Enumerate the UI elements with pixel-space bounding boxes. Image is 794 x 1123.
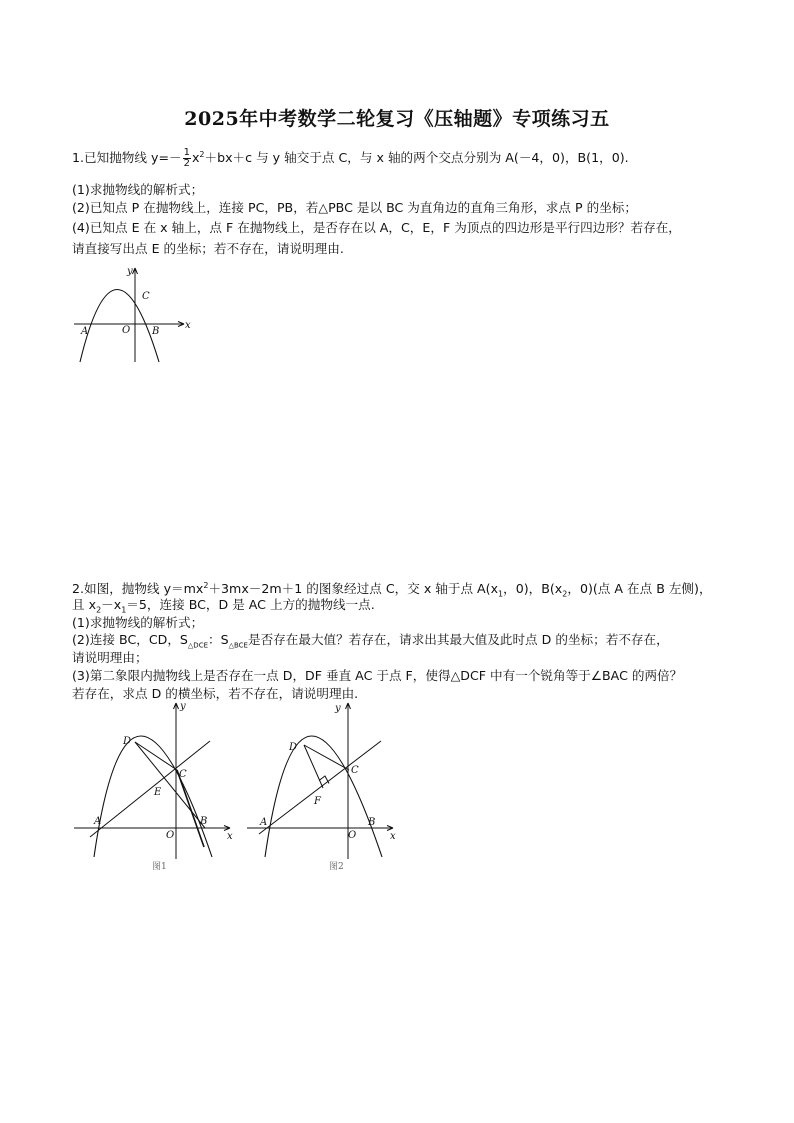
q1-label-a: A [81,326,89,337]
page-title: 2025年中考数学二轮复习《压轴题》专项练习五 [184,108,610,130]
q1-part2: (2)已知点 P 在抛物线上，连接 PC，PB，若△PBC 是以 BC 为直角边的直角三角形，求点 P 的坐标； [72,200,637,215]
q1-label-x: x [185,320,191,331]
q2-line2-c: ＝5，连接 BC，D 是 AC 上方的抛物线一点. [126,597,375,612]
q2-line2-a: 且 x [72,597,97,612]
fig1-label-b: B [200,816,208,827]
q2-part2-a: (2)连接 BC，CD，S [72,632,188,647]
q2-part2-sub2: △BCE [228,641,248,650]
fig2-line-dc [304,745,349,770]
q1-figure [72,262,197,364]
fig1-label-a: A [94,816,102,827]
fig1-line-db [135,742,208,828]
fig2-line-df [304,745,323,788]
q2-stem-b: ＋3mx－2m＋1 的图象经过点 C，交 x 轴于点 A(x [208,581,499,597]
q2-line2-b: －x [101,597,122,612]
q2-stem-c: ，0)，B(x [503,581,563,597]
fig2-label-o: O [348,830,357,841]
q2-part3-line1: (3)第二象限内抛物线上是否存在一点 D，DF 垂直 AC 于点 F，使得△DCF 中有一个锐角等于∠BAC 的两倍？ [72,668,683,683]
q1-stem-x: x [191,150,200,166]
q2-stem-d: ，0)(点 A 在点 B 左侧)， [567,581,712,597]
q1-part1: (1)求抛物线的解析式； [72,182,204,197]
q2-part2-b: ：S [208,632,229,647]
q2-part1: (1)求抛物线的解析式； [72,615,204,630]
fig1-label-o: O [166,830,175,841]
fig2-caption: 图2 [329,862,344,872]
q2-part2-sub1: △DCE [187,641,209,650]
q2-figure-1 [72,697,242,875]
fig2-line-ac [259,741,381,834]
fig2-label-d: D [289,742,298,753]
q2-part2-line1 [72,631,669,655]
fig2-label-f: F [314,796,321,807]
fig2-label-c: C [351,765,359,776]
q2-stem-sub1: 1 [498,589,504,599]
fig1-label-c: C [179,769,187,780]
q1-part4-line1: (4)已知点 E 在 x 轴上，点 F 在抛物线上，是否存在以 A，C，E，F 为顶点的四边形是平行四边形？若存在， [72,220,681,235]
q2-stem-sub2: 2 [562,589,568,599]
q1-fraction [183,148,191,169]
fig2-label-y: y [335,703,341,714]
fig2-label-b: B [368,817,376,828]
fig1-caption: 图1 [152,862,167,872]
fig2-label-x: x [390,831,396,842]
q1-part4-line2: 请直接写出点 E 的坐标；若不存在，请说明理由. [72,241,344,256]
q1-label-o: O [122,325,131,336]
q2-part2-c: 是否存在最大值？若存在，请求出其最大值及此时点 D 的坐标；若不存在， [247,632,669,647]
fig1-label-y: y [180,701,186,712]
q2-stem-a: 2.如图，抛物线 y＝mx [72,581,204,597]
fig1-line-dc [135,742,177,770]
q2-line2-sub2: 2 [96,605,102,615]
q1-frac-num: 1 [183,147,190,159]
q1-label-c: C [142,291,150,302]
q2-figure-2 [245,697,405,875]
fig1-label-d: D [123,736,132,747]
fig1-line-cb [177,770,204,847]
q1-label-y: y [127,266,133,277]
q1-stem-sup: 2 [199,150,205,159]
fig1-label-e: E [154,787,162,798]
q1-label-b: B [152,326,160,337]
q1-stem [72,146,629,169]
q1-stem-suffix: ＋bx＋c 与 y 轴交于点 C，与 x 轴的两个交点分别为 A(－4，0)，B(1，0). [204,150,629,166]
q2-part2-line2: 请说明理由； [72,650,148,665]
q1-stem-prefix: 1.已知抛物线 y=－ [72,150,182,166]
q2-part3-line2: 若存在，求点 D 的横坐标，若不存在，请说明理由. [72,686,359,701]
q2-stem-sup: 2 [203,581,209,590]
q1-frac-den: 2 [183,158,190,170]
q2-line2-sub1: 1 [121,605,127,615]
fig2-label-a: A [260,817,268,828]
fig1-label-x: x [227,831,233,842]
fig1-line-ac [90,741,210,837]
